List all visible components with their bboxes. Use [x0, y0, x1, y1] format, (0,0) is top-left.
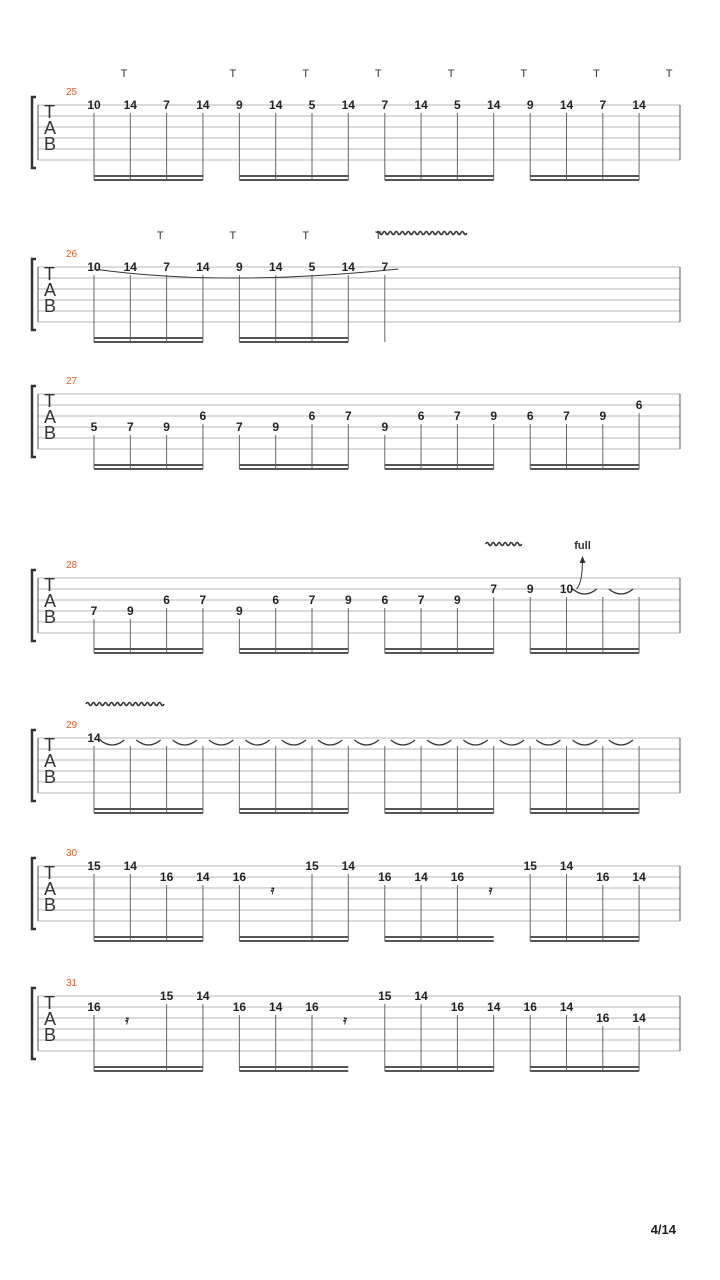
- tab-clef-letter: T: [44, 102, 55, 122]
- fret-number: 14: [559, 859, 574, 873]
- fret-number: 14: [632, 98, 646, 112]
- fret-number: 16: [450, 870, 465, 884]
- fret-number: 14: [414, 98, 428, 112]
- system-bracket: [32, 858, 36, 929]
- system-bracket: [32, 988, 36, 1059]
- fret-number: 16: [450, 1000, 465, 1014]
- fret-number: 7: [381, 260, 389, 274]
- fret-number: 6: [163, 593, 170, 607]
- fret-number: 14: [196, 870, 210, 884]
- tie: [609, 740, 633, 745]
- fret-number: 9: [454, 593, 461, 607]
- tapping-marker: T: [302, 230, 310, 242]
- tab-clef-letter: B: [44, 1025, 57, 1045]
- fret-number: 9: [526, 582, 534, 596]
- fret-number: 15: [305, 859, 319, 873]
- tapping-marker: T: [593, 68, 600, 80]
- fret-number: 14: [487, 1000, 501, 1014]
- rest-sixteenth: 𝄿: [488, 883, 493, 897]
- fret-number: 14: [269, 260, 283, 274]
- fret-number: 14: [559, 98, 574, 112]
- tab-clef-letter: A: [44, 879, 57, 899]
- fret-number: 9: [236, 98, 243, 112]
- tapping-marker: T: [229, 230, 237, 242]
- fret-number: 10: [559, 582, 574, 596]
- system-bar-29: [0, 698, 720, 828]
- fret-number: 7: [236, 420, 243, 434]
- fret-number: 16: [232, 1000, 247, 1014]
- fret-number: 7: [599, 98, 607, 112]
- fret-number: 6: [308, 409, 316, 423]
- fret-number: 7: [381, 98, 389, 112]
- rest-sixteenth: 𝄿: [125, 1013, 129, 1027]
- tab-clef-letter: A: [44, 751, 57, 771]
- bar-number: 28: [66, 560, 78, 571]
- tab-clef-letter: B: [44, 423, 57, 443]
- fret-number: 16: [596, 870, 610, 884]
- fret-number: 6: [381, 593, 389, 607]
- tab-clef-letter: A: [44, 1009, 57, 1029]
- fret-number: 14: [414, 989, 428, 1003]
- fret-number: 9: [344, 593, 352, 607]
- fret-number: 16: [523, 1000, 537, 1014]
- fret-number: 6: [417, 409, 425, 423]
- tie: [354, 740, 379, 745]
- tie: [136, 740, 160, 745]
- tie: [173, 740, 197, 745]
- fret-number: 9: [236, 260, 243, 274]
- tab-clef-letter: B: [44, 134, 57, 154]
- fret-number: 16: [232, 870, 247, 884]
- fret-number: 14: [87, 731, 101, 745]
- fret-number: 6: [526, 409, 534, 423]
- fret-number: 14: [196, 260, 210, 274]
- bar-number: 27: [66, 376, 78, 387]
- page-number: 4/14: [650, 1222, 676, 1237]
- tie: [209, 740, 234, 745]
- fret-number: 7: [563, 409, 570, 423]
- tapping-marker: T: [520, 68, 528, 80]
- tab-clef-letter: B: [44, 895, 57, 915]
- fret-number: 15: [378, 989, 392, 1003]
- tab-clef-letter: A: [44, 280, 57, 300]
- fret-number: 7: [126, 420, 134, 434]
- system-bar-31: [0, 972, 720, 1082]
- fret-number: 9: [126, 604, 134, 618]
- tab-clef-letter: B: [44, 296, 57, 316]
- tie: [573, 589, 597, 594]
- tie: [391, 740, 415, 745]
- fret-number: 9: [381, 420, 389, 434]
- fret-number: 15: [523, 859, 537, 873]
- fret-number: 7: [163, 260, 170, 274]
- vibrato-mark: [486, 543, 522, 546]
- fret-number: 7: [454, 409, 461, 423]
- system-bar-30: [0, 842, 720, 952]
- fret-number: 14: [341, 859, 355, 873]
- tab-clef-letter: A: [44, 407, 57, 427]
- staff-bar-25: [0, 68, 720, 210]
- fret-number: 6: [272, 593, 280, 607]
- bar-number: 30: [66, 848, 78, 859]
- tie: [536, 740, 560, 745]
- tab-clef-letter: T: [44, 993, 55, 1013]
- fret-number: 9: [272, 420, 280, 434]
- fret-number: 16: [159, 870, 174, 884]
- fret-number: 16: [378, 870, 392, 884]
- fret-number: 7: [199, 593, 207, 607]
- fret-number: 5: [454, 98, 461, 112]
- fret-number: 10: [87, 98, 101, 112]
- bend-label: full: [574, 540, 591, 552]
- fret-number: 14: [196, 98, 210, 112]
- fret-number: 16: [596, 1011, 610, 1025]
- fret-number: 14: [123, 98, 137, 112]
- tapping-marker: T: [229, 68, 237, 80]
- system-bracket: [32, 386, 36, 457]
- fret-number: 9: [236, 604, 243, 618]
- fret-number: 15: [87, 859, 101, 873]
- fret-number: 16: [87, 1000, 101, 1014]
- system-bar-26: [0, 230, 720, 362]
- fret-number: 14: [559, 1000, 574, 1014]
- fret-number: 7: [308, 593, 316, 607]
- fret-number: 14: [632, 1011, 646, 1025]
- tie: [609, 589, 633, 594]
- tab-clef-letter: A: [44, 118, 57, 138]
- tab-clef-letter: T: [44, 575, 55, 595]
- fret-number: 6: [635, 398, 643, 412]
- tie: [427, 740, 451, 745]
- bend-arrowhead: [580, 556, 586, 563]
- tab-clef-letter: B: [44, 767, 57, 787]
- fret-number: 14: [269, 1000, 283, 1014]
- fret-number: 15: [159, 989, 174, 1003]
- fret-number: 14: [123, 260, 137, 274]
- system-bracket: [32, 730, 36, 801]
- fret-number: 14: [341, 98, 355, 112]
- bar-number: 26: [66, 249, 78, 260]
- tie: [573, 740, 597, 745]
- fret-number: 16: [305, 1000, 319, 1014]
- staff-bar-28: [0, 508, 720, 658]
- fret-number: 7: [163, 98, 170, 112]
- fret-number: 14: [632, 870, 646, 884]
- fret-number: 14: [196, 989, 210, 1003]
- tab-clef-letter: T: [44, 735, 55, 755]
- bar-number: 31: [66, 978, 78, 989]
- fret-number: 14: [414, 870, 428, 884]
- tie: [282, 740, 306, 745]
- fret-number: 7: [417, 593, 425, 607]
- tapping-marker: T: [302, 68, 310, 80]
- tapping-marker: T: [120, 68, 128, 80]
- tie: [245, 740, 269, 745]
- tapping-marker: T: [665, 68, 673, 80]
- system-bracket: [32, 570, 36, 641]
- fret-number: 14: [123, 859, 137, 873]
- fret-number: 14: [269, 98, 283, 112]
- bend-arrow: [577, 559, 583, 589]
- fret-number: 7: [344, 409, 352, 423]
- fret-number: 7: [90, 604, 98, 618]
- staff-bar-29: [0, 698, 720, 828]
- system-bracket: [32, 97, 36, 168]
- tapping-marker: T: [447, 68, 455, 80]
- staff-bar-30: [0, 842, 720, 952]
- tab-clef-letter: T: [44, 863, 55, 883]
- tab-clef-letter: T: [44, 391, 55, 411]
- rest-sixteenth: 𝄿: [343, 1013, 347, 1027]
- bar-number: 25: [66, 87, 78, 98]
- tab-clef-letter: A: [44, 591, 57, 611]
- staff-bar-27: [0, 372, 720, 482]
- system-bracket: [32, 259, 36, 330]
- system-bar-25: [0, 68, 720, 210]
- fret-number: 6: [199, 409, 207, 423]
- tapping-marker: T: [374, 68, 382, 80]
- vibrato-mark: [86, 703, 164, 706]
- fret-number: 14: [341, 260, 355, 274]
- fret-number: 9: [490, 409, 498, 423]
- system-bar-28: [0, 508, 720, 658]
- vibrato-mark: [377, 232, 467, 235]
- tab-clef-letter: B: [44, 607, 57, 627]
- bar-number: 29: [66, 720, 78, 731]
- fret-number: 9: [526, 98, 534, 112]
- tie: [318, 740, 342, 745]
- fret-number: 14: [487, 98, 501, 112]
- tie: [500, 740, 525, 745]
- staff-bar-26: [0, 230, 720, 362]
- tie: [463, 740, 487, 745]
- tapping-marker: T: [374, 230, 382, 242]
- fret-number: 5: [308, 260, 316, 274]
- tapping-marker: T: [156, 230, 164, 242]
- tab-clef-letter: T: [44, 264, 55, 284]
- fret-number: 9: [163, 420, 170, 434]
- fret-number: 9: [599, 409, 607, 423]
- fret-number: 10: [87, 260, 101, 274]
- system-bar-27: [0, 372, 720, 482]
- fret-number: 5: [308, 98, 316, 112]
- staff-bar-31: [0, 972, 720, 1082]
- tie: [100, 740, 124, 745]
- fret-number: 5: [90, 420, 98, 434]
- rest-sixteenth: 𝄿: [270, 883, 275, 897]
- fret-number: 7: [490, 582, 498, 596]
